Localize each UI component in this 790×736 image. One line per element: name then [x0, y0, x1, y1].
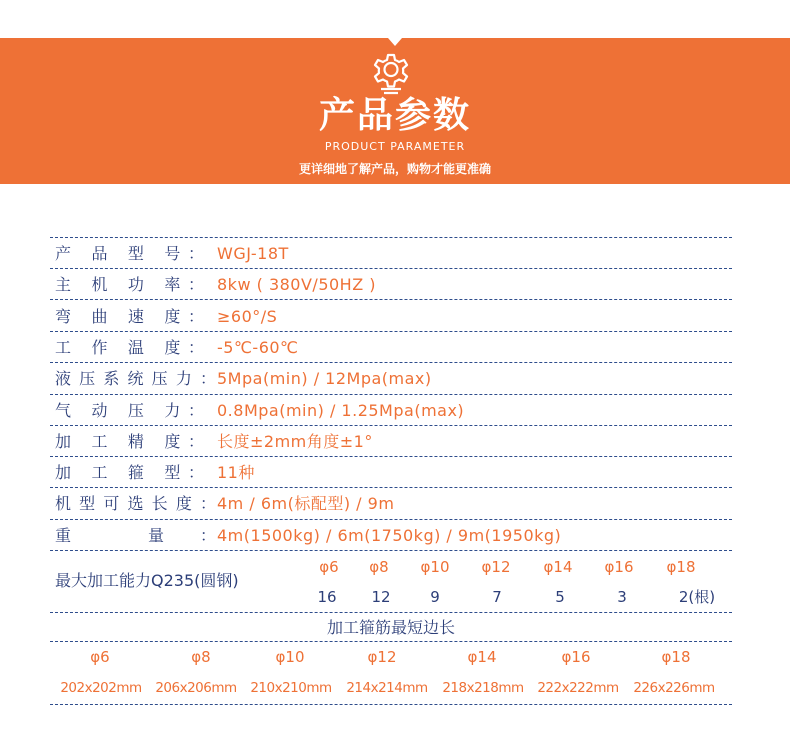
hoop-title: 加工箍筋最短边长 [326, 618, 455, 637]
page-title: 产品参数 [318, 95, 471, 136]
hoop-diameter: φ6 [90, 648, 110, 666]
capacity-diameter: φ6 [319, 558, 339, 576]
capacity-count: 5 [555, 588, 565, 606]
hoop-size: 218x218mm [442, 680, 524, 696]
hoop-size: 210x210mm [250, 680, 332, 696]
hoop-diameter: φ8 [191, 648, 211, 666]
capacity-diameter: φ10 [420, 558, 450, 576]
capacity-diameter: φ14 [543, 558, 573, 576]
divider [50, 394, 732, 395]
hoop-size: 202x202mm [60, 680, 142, 696]
capacity-count: 7 [492, 588, 502, 606]
capacity-count: 2(根) [678, 588, 716, 606]
capacity-label: 最大加工能力Q235(圆钢) [55, 571, 239, 590]
capacity-diameter: φ8 [369, 558, 389, 576]
hoop-diameter: φ12 [367, 648, 397, 666]
spec-value: 11种 [217, 463, 255, 482]
divider [50, 704, 732, 705]
capacity-diameter: φ12 [481, 558, 511, 576]
divider [50, 612, 732, 613]
hoop-size: 214x214mm [346, 680, 428, 696]
hoop-size: 222x222mm [537, 680, 619, 696]
capacity-count: 3 [617, 588, 627, 606]
spec-value: ≥60°/S [217, 307, 278, 326]
divider [50, 237, 732, 238]
spec-label: 加 工 箍 型： [55, 463, 205, 482]
spec-label: 主 机 功 率： [55, 275, 205, 294]
gear-icon [368, 51, 414, 97]
spec-value: WGJ-18T [217, 244, 289, 263]
hoop-diameter: φ16 [561, 648, 591, 666]
spec-value: 4m / 6m(标配型) / 9m [217, 494, 395, 513]
hoop-diameter: φ10 [275, 648, 305, 666]
hoop-diameter: φ18 [661, 648, 691, 666]
spec-label: 加 工 精 度： [55, 432, 205, 451]
spec-value: -5℃-60℃ [217, 338, 299, 357]
spec-label: 弯 曲 速 度： [55, 307, 205, 326]
spec-label: 重 量： [55, 526, 217, 545]
capacity-count: 9 [430, 588, 440, 606]
spec-value: 0.8Mpa(min) / 1.25Mpa(max) [217, 401, 465, 420]
spec-value: 5Mpa(min) / 12Mpa(max) [217, 369, 432, 388]
spec-value: 4m(1500kg) / 6m(1750kg) / 9m(1950kg) [217, 526, 562, 545]
page-subtitle: PRODUCT PARAMETER [324, 140, 466, 153]
hoop-diameter: φ14 [467, 648, 497, 666]
spec-label: 产 品 型 号： [55, 244, 205, 263]
capacity-diameter: φ16 [604, 558, 634, 576]
spec-label: 气 动 压 力： [55, 401, 205, 420]
capacity-count: 12 [371, 588, 391, 606]
banner-notch [388, 38, 402, 46]
spec-label: 机型可选长度： [55, 494, 217, 513]
spec-label: 工 作 温 度： [55, 338, 205, 357]
spec-value: 8kw ( 380V/50HZ ) [217, 275, 376, 294]
spec-value: 长度±2mm角度±1° [217, 432, 373, 451]
hoop-size: 206x206mm [155, 680, 237, 696]
page-tagline: 更详细地了解产品，购物才能更准确 [298, 162, 491, 176]
capacity-count: 16 [317, 588, 337, 606]
capacity-diameter: φ18 [666, 558, 696, 576]
hoop-size: 226x226mm [633, 680, 715, 696]
divider [50, 519, 732, 520]
spec-label: 液压系统压力： [55, 369, 217, 388]
